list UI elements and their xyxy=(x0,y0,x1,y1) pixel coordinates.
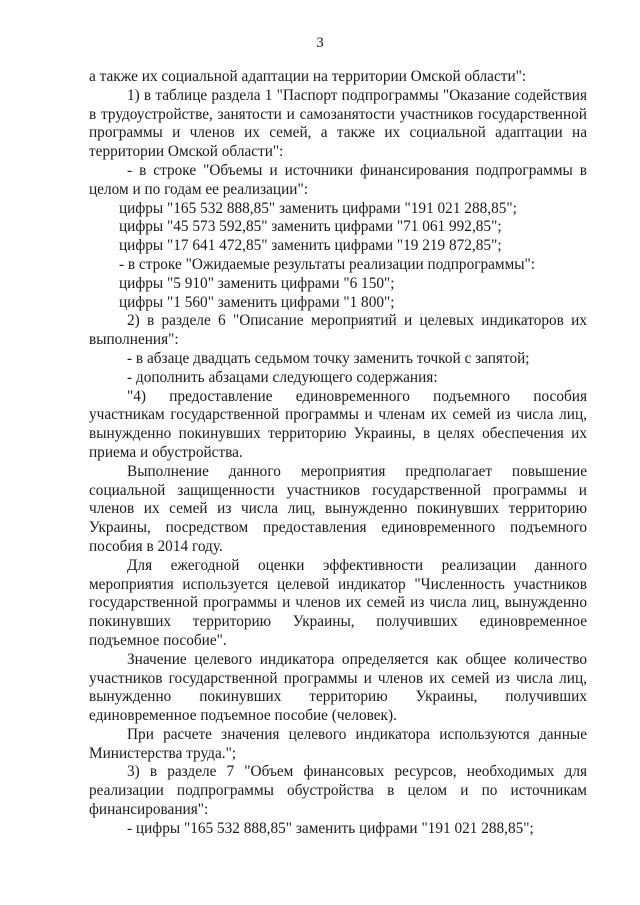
paragraph: цифры "17 641 472,85" заменить цифрами "19 219 872,85"; xyxy=(119,237,502,255)
paragraph: Для ежегодной оценки эффективности реализации данного мероприятия используется целевой индикатор "Численность участников государственной программы и членов их семей из числа лиц, вынужденно покинувших территорию Украины, получивших единовременное подъемное пособие". xyxy=(89,556,587,649)
paragraph: цифры "5 910" заменить цифрами "6 150"; xyxy=(119,274,395,292)
page-number: 3 xyxy=(316,35,324,51)
paragraph: При расчете значения целевого индикатора используются данные Министерства труда."; xyxy=(89,725,587,762)
paragraph: 3) в разделе 7 "Объем финансовых ресурсов, необходимых для реализации подпрограммы обустройства в целом и по источникам финансирования": xyxy=(89,763,587,819)
paragraph: - в абзаце двадцать седьмом точку заменить точкой с запятой; xyxy=(127,349,530,367)
paragraph: цифры "165 532 888,85" заменить цифрами "191 021 288,85"; xyxy=(119,199,517,217)
paragraph: Выполнение данного мероприятия предполагает повышение социальной защищенности участников государственной программы и членов их семей из числа лиц, вынужденно покинувших территорию Украины, посредством предоставления единовременного подъемного пособия в 2014 году. xyxy=(89,462,587,555)
paragraph: - в строке "Объемы и источники финансирования подпрограммы в целом и по годам ее реализации": xyxy=(89,161,587,198)
paragraph: а также их социальной адаптации на территории Омской области": xyxy=(89,68,527,85)
paragraph: цифры "45 573 592,85" заменить цифрами "71 061 992,85"; xyxy=(119,218,502,236)
paragraph: "4) предоставление единовременного подъемного пособия участникам государственной программы и членам их семей из числа лиц, вынужденно покинувших территорию Украины, в целях обеспечения их приема и обустройства. xyxy=(89,387,587,461)
paragraph: 1) в таблице раздела 1 "Паспорт подпрограммы "Оказание содействия в трудоустройстве, занятости и самозанятости участников государственной программы и членов их семей, а также их социальной адаптации на территории Омской области": xyxy=(89,86,587,161)
paragraph: Значение целевого индикатора определяется как общее количество участников государственной программы и членов их семей из числа лиц, вынужденно покинувших территорию Украины, получивших единовременное подъемное пособие (человек). xyxy=(89,650,587,725)
document-body xyxy=(89,68,587,839)
paragraph: - в строке "Ожидаемые результаты реализации подпрограммы": xyxy=(119,255,536,273)
paragraph: - дополнить абзацами следующего содержания: xyxy=(127,368,438,386)
paragraph: 2) в разделе 6 "Описание мероприятий и целевых индикаторов их выполнения": xyxy=(89,312,587,349)
paragraph: цифры "1 560" заменить цифрами "1 800"; xyxy=(119,293,395,311)
paragraph: - цифры "165 532 888,85" заменить цифрами "191 021 288,85"; xyxy=(127,819,534,837)
